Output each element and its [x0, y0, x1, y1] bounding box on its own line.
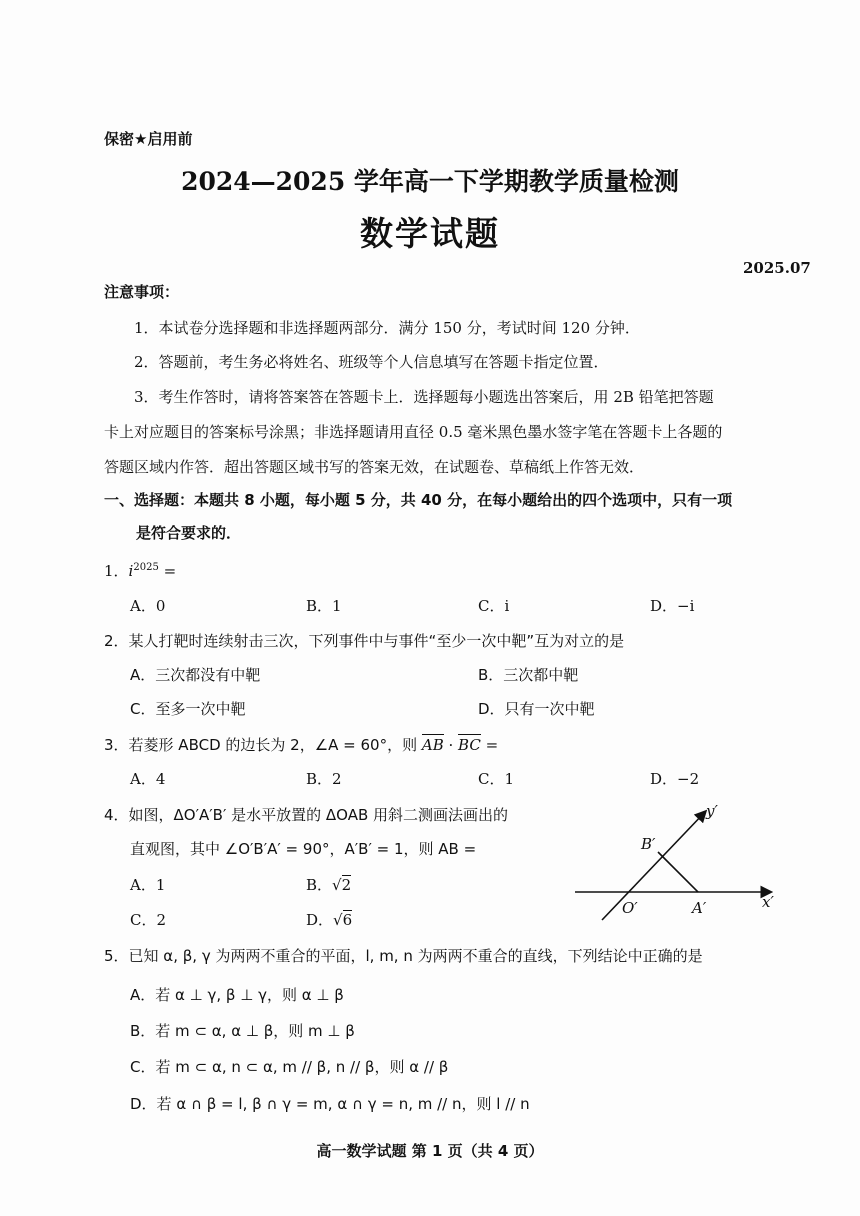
q1-option-c: C．i — [478, 597, 510, 615]
question-3-stem-pre: 3．若菱形 ABCD 的边长为 2，∠A = 60°，则 — [104, 736, 422, 754]
q2-option-d: D．只有一次中靶 — [478, 700, 595, 718]
page-footer: 高一数学试题 第 1 页（共 4 页） — [316, 1142, 544, 1160]
subject-title: 数学试题 — [360, 214, 500, 253]
point-o-label: O′ — [622, 899, 638, 917]
q4-option-c: C．2 — [130, 911, 167, 929]
q2-option-b: B．三次都中靶 — [478, 666, 579, 684]
q1-option-b: B．1 — [306, 597, 342, 615]
notice-item-1: 1．本试卷分选择题和非选择题两部分．满分 150 分，考试时间 120 分钟． — [134, 319, 640, 337]
q4-option-d — [306, 909, 352, 930]
q1-option-d: D．−i — [650, 597, 695, 615]
q4-figure — [570, 800, 790, 930]
secret-label: 保密★启用前 — [104, 130, 193, 148]
q5-option-a: A．若 α ⊥ γ, β ⊥ γ，则 α ⊥ β — [130, 986, 344, 1004]
question-4-line-2: 直观图，其中 ∠O′B′A′ = 90°，A′B′ = 1，则 AB = — [130, 840, 477, 858]
notice-item-3-line-3: 答题区域内作答．超出答题区域书写的答案无效，在试题卷、草稿纸上作答无效． — [104, 458, 645, 476]
notice-item-3-line-1: 3．考生作答时，请将答案答在答题卡上．选择题每小题选出答案后，用 2B 铅笔把答题 — [134, 388, 714, 406]
q2-option-c: C．至多一次中靶 — [130, 700, 246, 718]
point-a-label: A′ — [692, 899, 707, 917]
question-1-base: i — [128, 562, 134, 580]
segment-b-a — [658, 852, 698, 892]
notice-heading: 注意事项： — [104, 283, 180, 301]
vector-bc: BC — [458, 736, 481, 754]
dot-operator: · — [443, 736, 459, 754]
q4-option-b — [306, 874, 351, 895]
q3-option-c: C．1 — [478, 770, 515, 788]
question-3-stem — [104, 734, 498, 755]
sqrt-icon: √ — [333, 911, 343, 929]
section-heading-line-2: 是符合要求的． — [136, 524, 242, 542]
q3-option-b: B．2 — [306, 770, 342, 788]
x-axis-label: x′ — [762, 893, 774, 911]
q3-option-a: A．4 — [130, 770, 166, 788]
y-axis — [602, 812, 705, 920]
q4-option-b-label: B． — [306, 876, 333, 894]
q3-option-d: D．−2 — [650, 770, 700, 788]
question-5-stem: 5．已知 α, β, γ 为两两不重合的平面，l, m, n 为两两不重合的直线，下列结论中正确的是 — [104, 947, 703, 965]
q4-option-d-radicand: 6 — [342, 911, 353, 929]
exam-date: 2025.07 — [743, 259, 811, 277]
question-1-stem — [104, 560, 176, 581]
question-3-stem-post: = — [480, 736, 499, 754]
q2-option-a: A．三次都没有中靶 — [130, 666, 261, 684]
section-heading-line-1: 一、选择题：本题共 8 小题，每小题 5 分，共 40 分，在每小题给出的四个选项中，只有一项 — [104, 491, 733, 509]
q4-option-a: A．1 — [130, 876, 166, 894]
question-4-line-1: 4．如图，ΔO′A′B′ 是水平放置的 ΔOAB 用斜二测画法画出的 — [104, 806, 509, 824]
point-b-label: B′ — [641, 835, 656, 853]
notice-item-2: 2．答题前，考生务必将姓名、班级等个人信息填写在答题卡指定位置． — [134, 353, 609, 371]
q5-option-b: B．若 m ⊂ α, α ⊥ β，则 m ⊥ β — [130, 1022, 355, 1040]
sqrt-icon: √ — [332, 876, 342, 894]
q4-option-d-label: D． — [306, 911, 334, 929]
q5-option-c: C．若 m ⊂ α, n ⊂ α, m // β, n // β，则 α // β — [130, 1058, 449, 1076]
oblique-projection-figure — [570, 800, 790, 930]
notice-item-3-line-2: 卡上对应题目的答案标号涂黑；非选择题请用直径 0.5 毫米黑色墨水签字笔在答题卡上各题的 — [104, 423, 723, 441]
q5-option-d: D．若 α ∩ β = l, β ∩ γ = m, α ∩ γ = n, m // n，则 l // n — [130, 1095, 530, 1113]
question-1-tail: = — [158, 562, 177, 580]
q4-option-b-radicand: 2 — [341, 876, 352, 894]
question-1-exponent: 2025 — [133, 562, 159, 573]
exam-title: 2024—2025 学年高一下学期教学质量检测 — [181, 167, 679, 196]
y-axis-label: y′ — [706, 802, 718, 820]
question-2-stem: 2．某人打靶时连续射击三次，下列事件中与事件“至少一次中靶”互为对立的是 — [104, 632, 625, 650]
q1-option-a: A．0 — [130, 597, 166, 615]
vector-ab: AB — [421, 736, 444, 754]
question-1-number: 1． — [104, 562, 129, 580]
